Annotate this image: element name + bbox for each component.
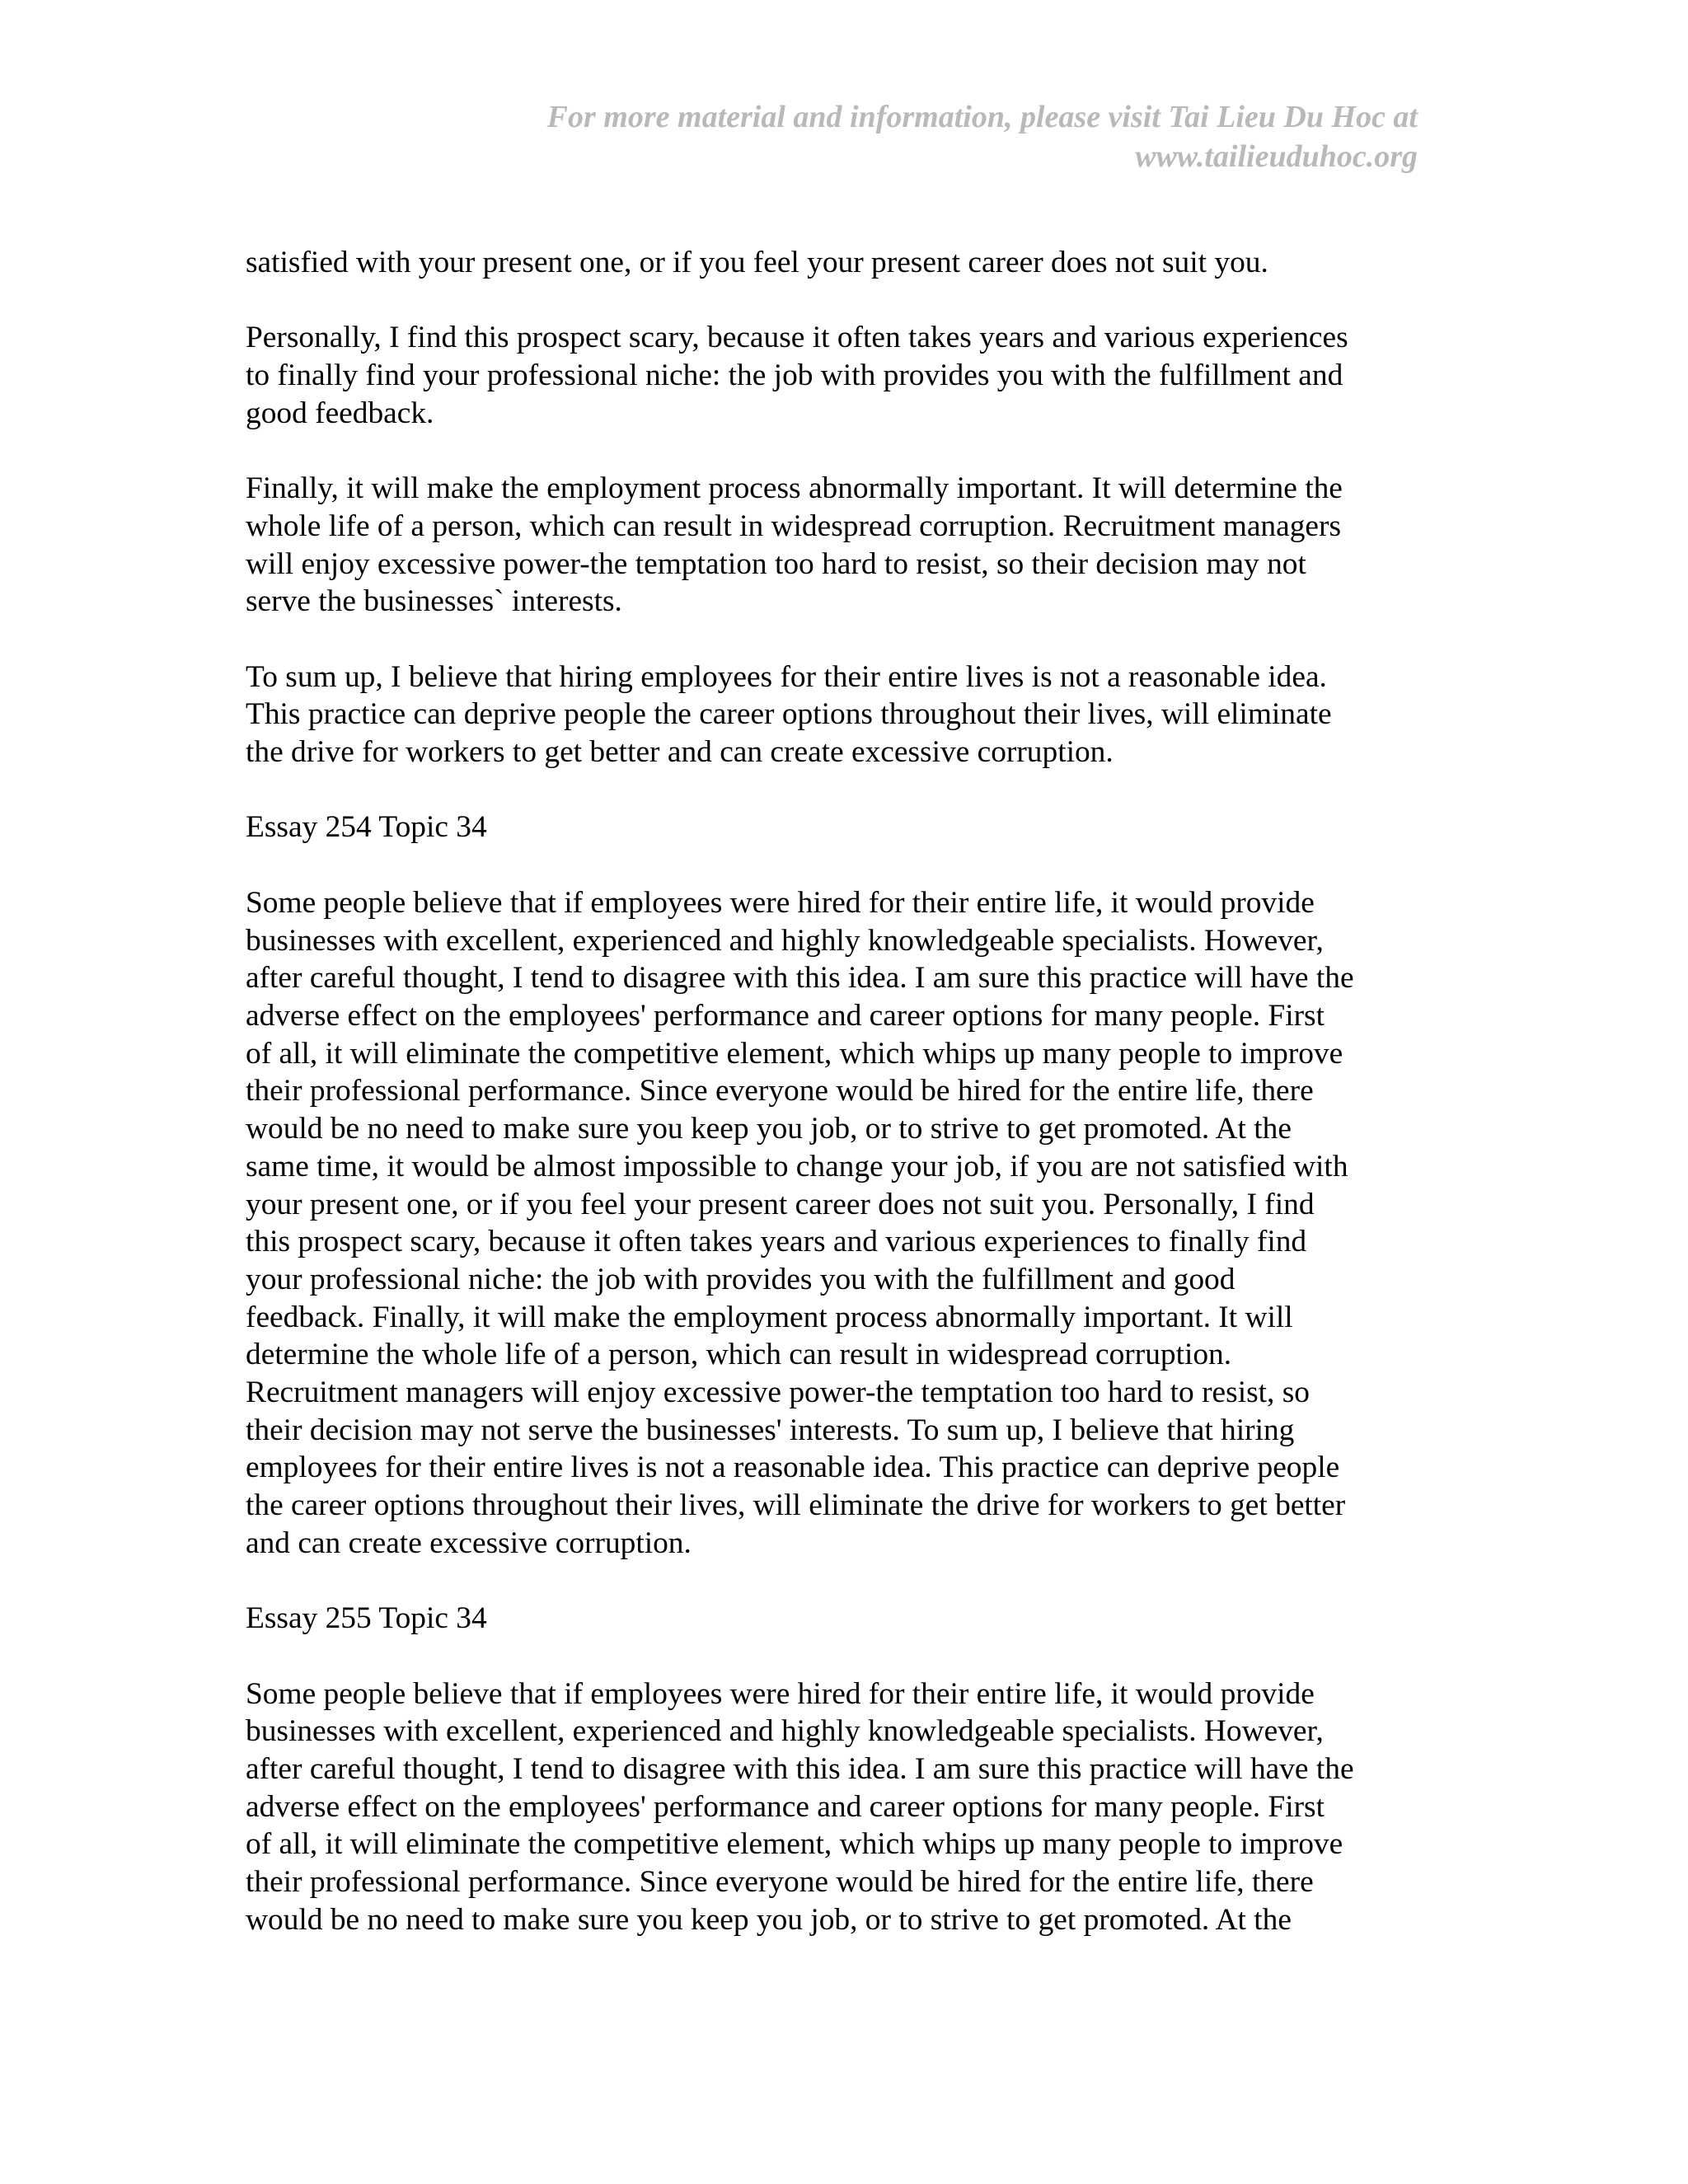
text-line: businesses with excellent, experienced and highly knowledgeable specialists. However,: [246, 923, 1324, 958]
text-line: their decision may not serve the businesses' interests. To sum up, I believe that hiring: [246, 1413, 1295, 1447]
text-line: Personally, I find this prospect scary, because it often takes years and various experiences: [246, 321, 1348, 355]
text-line: the drive for workers to get better and can create excessive corruption.: [246, 735, 1114, 770]
essay-heading: Essay 254 Topic 34: [246, 810, 487, 845]
text-line: your professional niche: the job with provides you with the fulfillment and good: [246, 1262, 1236, 1296]
text-line: and can create excessive corruption.: [246, 1526, 692, 1560]
text-line: after careful thought, I tend to disagree with this idea. I am sure this practice will have the: [246, 1752, 1354, 1787]
text-line: this prospect scary, because it often takes years and various experiences to finally find: [246, 1225, 1307, 1259]
text-line: Finally, it will make the employment process abnormally important. It will determine the: [246, 471, 1343, 506]
essay-heading-254: [246, 808, 1424, 846]
paragraph-essay-255: [246, 1675, 1424, 1939]
text-line: adverse effect on the employees' performance and career options for many people. First: [246, 998, 1325, 1033]
header-line: For more material and information, please visit Tai Lieu Du Hoc at: [546, 100, 1418, 134]
text-line: feedback. Finally, it will make the employment process abnormally important. It will: [246, 1300, 1293, 1334]
text-line: To sum up, I believe that hiring employees for their entire lives is not a reasonable idea.: [246, 659, 1327, 694]
text-line: of all, it will eliminate the competitive element, which whips up many people to improve: [246, 1036, 1343, 1071]
paragraph-continuation: [246, 244, 1424, 282]
text-line: after careful thought, I tend to disagree with this idea. I am sure this practice will have the: [246, 961, 1354, 996]
document-body: [246, 244, 1424, 1976]
paragraph-conclusion: [246, 658, 1424, 771]
text-line: businesses with excellent, experienced and highly knowledgeable specialists. However,: [246, 1714, 1324, 1749]
text-line: would be no need to make sure you keep you job, or to strive to get promoted. At the: [246, 1902, 1292, 1937]
text-line: of all, it will eliminate the competitive element, which whips up many people to improve: [246, 1827, 1343, 1862]
paragraph-essay-254: [246, 884, 1424, 1563]
text-line: to finally find your professional niche: the job with provides you with the fulfillment and: [246, 359, 1343, 393]
paragraph-personally: [246, 319, 1424, 432]
text-line: whole life of a person, which can result in widespread corruption. Recruitment managers: [246, 509, 1342, 543]
text-line: Some people believe that if employees were hired for their entire life, it would provide: [246, 885, 1315, 920]
text-line: their professional performance. Since everyone would be hired for the entire life, there: [246, 1074, 1314, 1108]
text-line: your present one, or if you feel your present career does not suit you. Personally, I find: [246, 1187, 1315, 1221]
text-line: employees for their entire lives is not a reasonable idea. This practice can deprive people: [246, 1451, 1340, 1485]
text-line: good feedback.: [246, 396, 434, 430]
text-line: the career options throughout their lives, will eliminate the drive for workers to get better: [246, 1488, 1346, 1523]
text-line: This practice can deprive people the career options throughout their lives, will eliminate: [246, 697, 1332, 732]
text-line: adverse effect on the employees' performance and career options for many people. First: [246, 1789, 1325, 1824]
text-line: serve the businesses` interests.: [246, 584, 622, 619]
text-line: their professional performance. Since everyone would be hired for the entire life, there: [246, 1865, 1314, 1900]
paragraph-finally: [246, 470, 1424, 621]
text-line: Some people believe that if employees were hired for their entire life, it would provide: [246, 1676, 1315, 1711]
text-line: Recruitment managers will enjoy excessive power-the temptation too hard to resist, so: [246, 1376, 1310, 1410]
essay-heading-255: [246, 1600, 1424, 1638]
header-url: www.tailieuduhoc.org: [1135, 139, 1418, 174]
text-line: would be no need to make sure you keep you job, or to strive to get promoted. At the: [246, 1112, 1292, 1146]
text-line: will enjoy excessive power-the temptation too hard to resist, so their decision may not: [246, 546, 1306, 581]
text-line: determine the whole life of a person, which can result in widespread corruption.: [246, 1338, 1232, 1372]
text-line: same time, it would be almost impossible to change your job, if you are not satisfied with: [246, 1149, 1348, 1183]
page-header: [429, 97, 1418, 176]
text-line: satisfied with your present one, or if you feel your present career does not suit you.: [246, 246, 1268, 279]
essay-heading: Essay 255 Topic 34: [246, 1601, 487, 1636]
